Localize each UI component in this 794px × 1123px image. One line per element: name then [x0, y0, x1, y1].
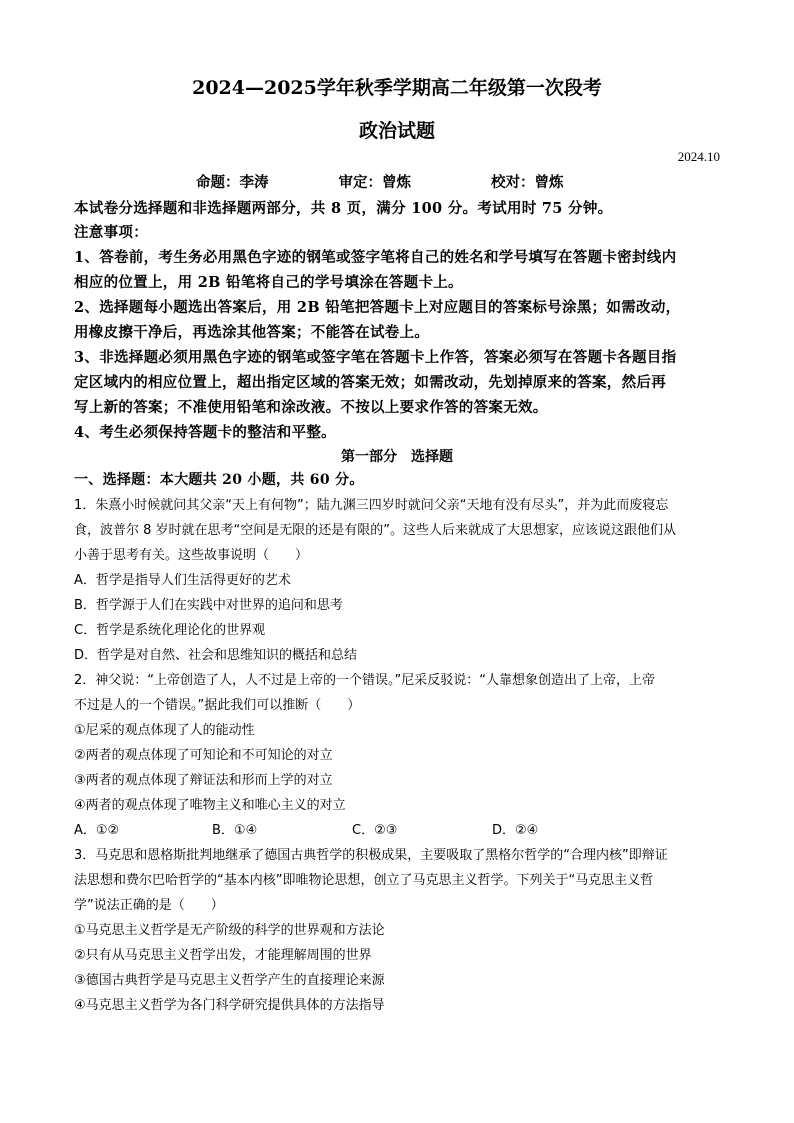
question-2-statement: ③两者的观点体现了辩证法和形而上学的对立 [74, 773, 333, 788]
reviewer-credit: 审定：曾炼 [338, 174, 411, 191]
notice-line: 2、选择题每小题选出答案后，用 2B 铅笔把答题卡上对应题目的答案标号涂黑；如需改动， [74, 299, 681, 316]
question-3-statement: ②只有从马克思主义哲学出发，才能理解周围的世界 [74, 948, 372, 963]
exam-subject: 政治试题 [358, 120, 435, 142]
notice-line: 相应的位置上，用 2B 铅笔将自己的学号填涂在答题卡上。 [74, 274, 463, 291]
question-3-statement: ④马克思主义哲学为各门科学研究提供具体的方法指导 [74, 998, 385, 1013]
question-3-stem: 学”说法正确的是（ ） [74, 898, 224, 913]
question-2-choice-c: C．②③ [352, 823, 398, 838]
notice-line: 3、非选择题必须用黑色字迹的钢笔或签字笔在答题卡上作答，答案必须写在答题卡各题目指 [74, 349, 677, 366]
question-2-statement: ①尼采的观点体现了人的能动性 [74, 723, 255, 738]
notice-line: 用橡皮擦干净后，再选涂其他答案；不能答在试卷上。 [74, 324, 430, 341]
question-2-statement: ②两者的观点体现了可知论和不可知论的对立 [74, 748, 333, 763]
credits-line [196, 171, 564, 192]
proofreader-credit: 校对：曾炼 [491, 174, 564, 191]
question-3-stem: 3．马克思和恩格斯批判地继承了德国古典哲学的积极成果，主要吸取了黑格尔哲学的“合理内核”即辩证 [74, 848, 668, 863]
question-1-stem: 小善于思考有关。这些故事说明（ ） [74, 548, 309, 563]
question-2-choice-d: D．②④ [492, 823, 539, 838]
question-1-option-a: A．哲学是指导人们生活得更好的艺术 [74, 573, 291, 588]
question-1-option-b: B．哲学源于人们在实践中对世界的追问和思考 [74, 598, 343, 613]
question-3-stem: 法思想和费尔巴哈哲学的“基本内核”即唯物论思想，创立了马克思主义哲学。下列关于“马克思主义哲 [74, 873, 654, 888]
section-heading: 一、选择题：本大题共 20 小题，共 60 分。 [74, 472, 364, 488]
question-1-option-d: D．哲学是对自然、社会和思维知识的概括和总结 [74, 648, 358, 663]
notice-heading: 注意事项： [74, 224, 148, 241]
question-3-statement: ①马克思主义哲学是无产阶级的科学的世界观和方法论 [74, 923, 385, 938]
exam-title: 2024—2025学年秋季学期高二年级第一次段考 [192, 77, 602, 99]
question-2-stem: 不过是人的一个错误。”据此我们可以推断（ ） [74, 698, 361, 713]
question-2-choice-a: A．①② [74, 823, 120, 838]
author-credit: 命题：李涛 [196, 174, 269, 191]
question-3-statement: ③德国古典哲学是马克思主义哲学产生的直接理论来源 [74, 973, 385, 988]
notice-line: 1、答卷前，考生务必用黑色字迹的钢笔或签字笔将自己的姓名和学号填写在答题卡密封线内 [74, 249, 677, 266]
question-1-stem: 食，波普尔 8 岁时就在思考“空间是无限的还是有限的”。这些人后来就成了大思想家，应该说这跟他们从 [74, 523, 677, 538]
notice-line: 4、考生必须保持答题卡的整洁和平整。 [74, 424, 336, 441]
question-2-stem: 2．神父说：“上帝创造了人，人不过是上帝的一个错误。”尼采反驳说：“人靠想象创造出了上帝，上帝 [74, 673, 655, 688]
part-title: 第一部分 选择题 [341, 449, 453, 465]
exam-intro: 本试卷分选择题和非选择题两部分，共 8 页，满分 100 分。考试用时 75 分钟。 [74, 200, 613, 217]
question-1-stem: 1．朱熹小时候就问其父亲“天上有何物”；陆九渊三四岁时就问父亲“天地有没有尽头”，并为此而废寝忘 [74, 498, 669, 513]
question-1-option-c: C．哲学是系统化理论化的世界观 [74, 623, 266, 638]
question-2-choice-b: B．①④ [212, 823, 258, 838]
notice-line: 写上新的答案；不准使用铅笔和涂改液。不按以上要求作答的答案无效。 [74, 399, 548, 416]
notice-line: 定区域内的相应位置上，超出指定区域的答案无效；如需改动，先划掉原来的答案，然后再 [74, 374, 666, 391]
exam-date: 2024.10 [677, 149, 720, 164]
question-2-statement: ④两者的观点体现了唯物主义和唯心主义的对立 [74, 798, 346, 813]
